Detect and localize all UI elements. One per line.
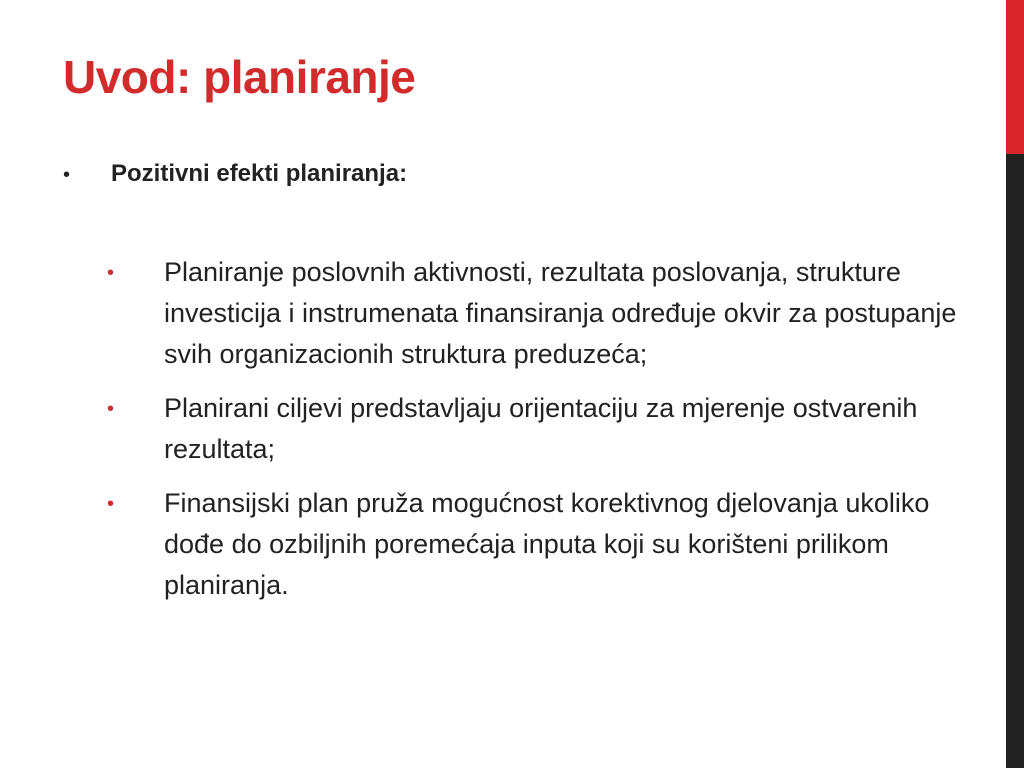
heading-bullet-text: Pozitivni efekti planiranja:: [111, 160, 408, 187]
sub-bullet-marker: •: [107, 493, 115, 515]
heading-bullet: [63, 160, 963, 188]
sub-bullet-item: [107, 252, 977, 375]
sub-bullet-marker: •: [107, 398, 115, 420]
accent-bar-red: [1006, 0, 1024, 154]
sub-bullet-item: [107, 483, 977, 606]
sub-bullet-list: [107, 252, 977, 619]
slide-title: Uvod: planiranje: [63, 51, 416, 103]
sub-bullet-marker: •: [107, 262, 115, 284]
sub-bullet-item: [107, 388, 977, 470]
sub-bullet-text: Planiranje poslovnih aktivnosti, rezultata poslovanja, strukture investicija i instrumenata finansiranja određuje okvir za postupanje svih organizacionih struktura preduzeća;: [164, 257, 957, 369]
sub-bullet-text: Finansijski plan pruža mogućnost korektivnog djelovanja ukoliko dođe do ozbiljnih poremećaja inputa koji su korišteni prilikom planiranja.: [164, 488, 930, 600]
accent-bar-dark: [1006, 154, 1024, 768]
sub-bullet-text: Planirani ciljevi predstavljaju orijentaciju za mjerenje ostvarenih rezultata;: [164, 393, 918, 464]
bullet-marker: •: [63, 164, 71, 186]
